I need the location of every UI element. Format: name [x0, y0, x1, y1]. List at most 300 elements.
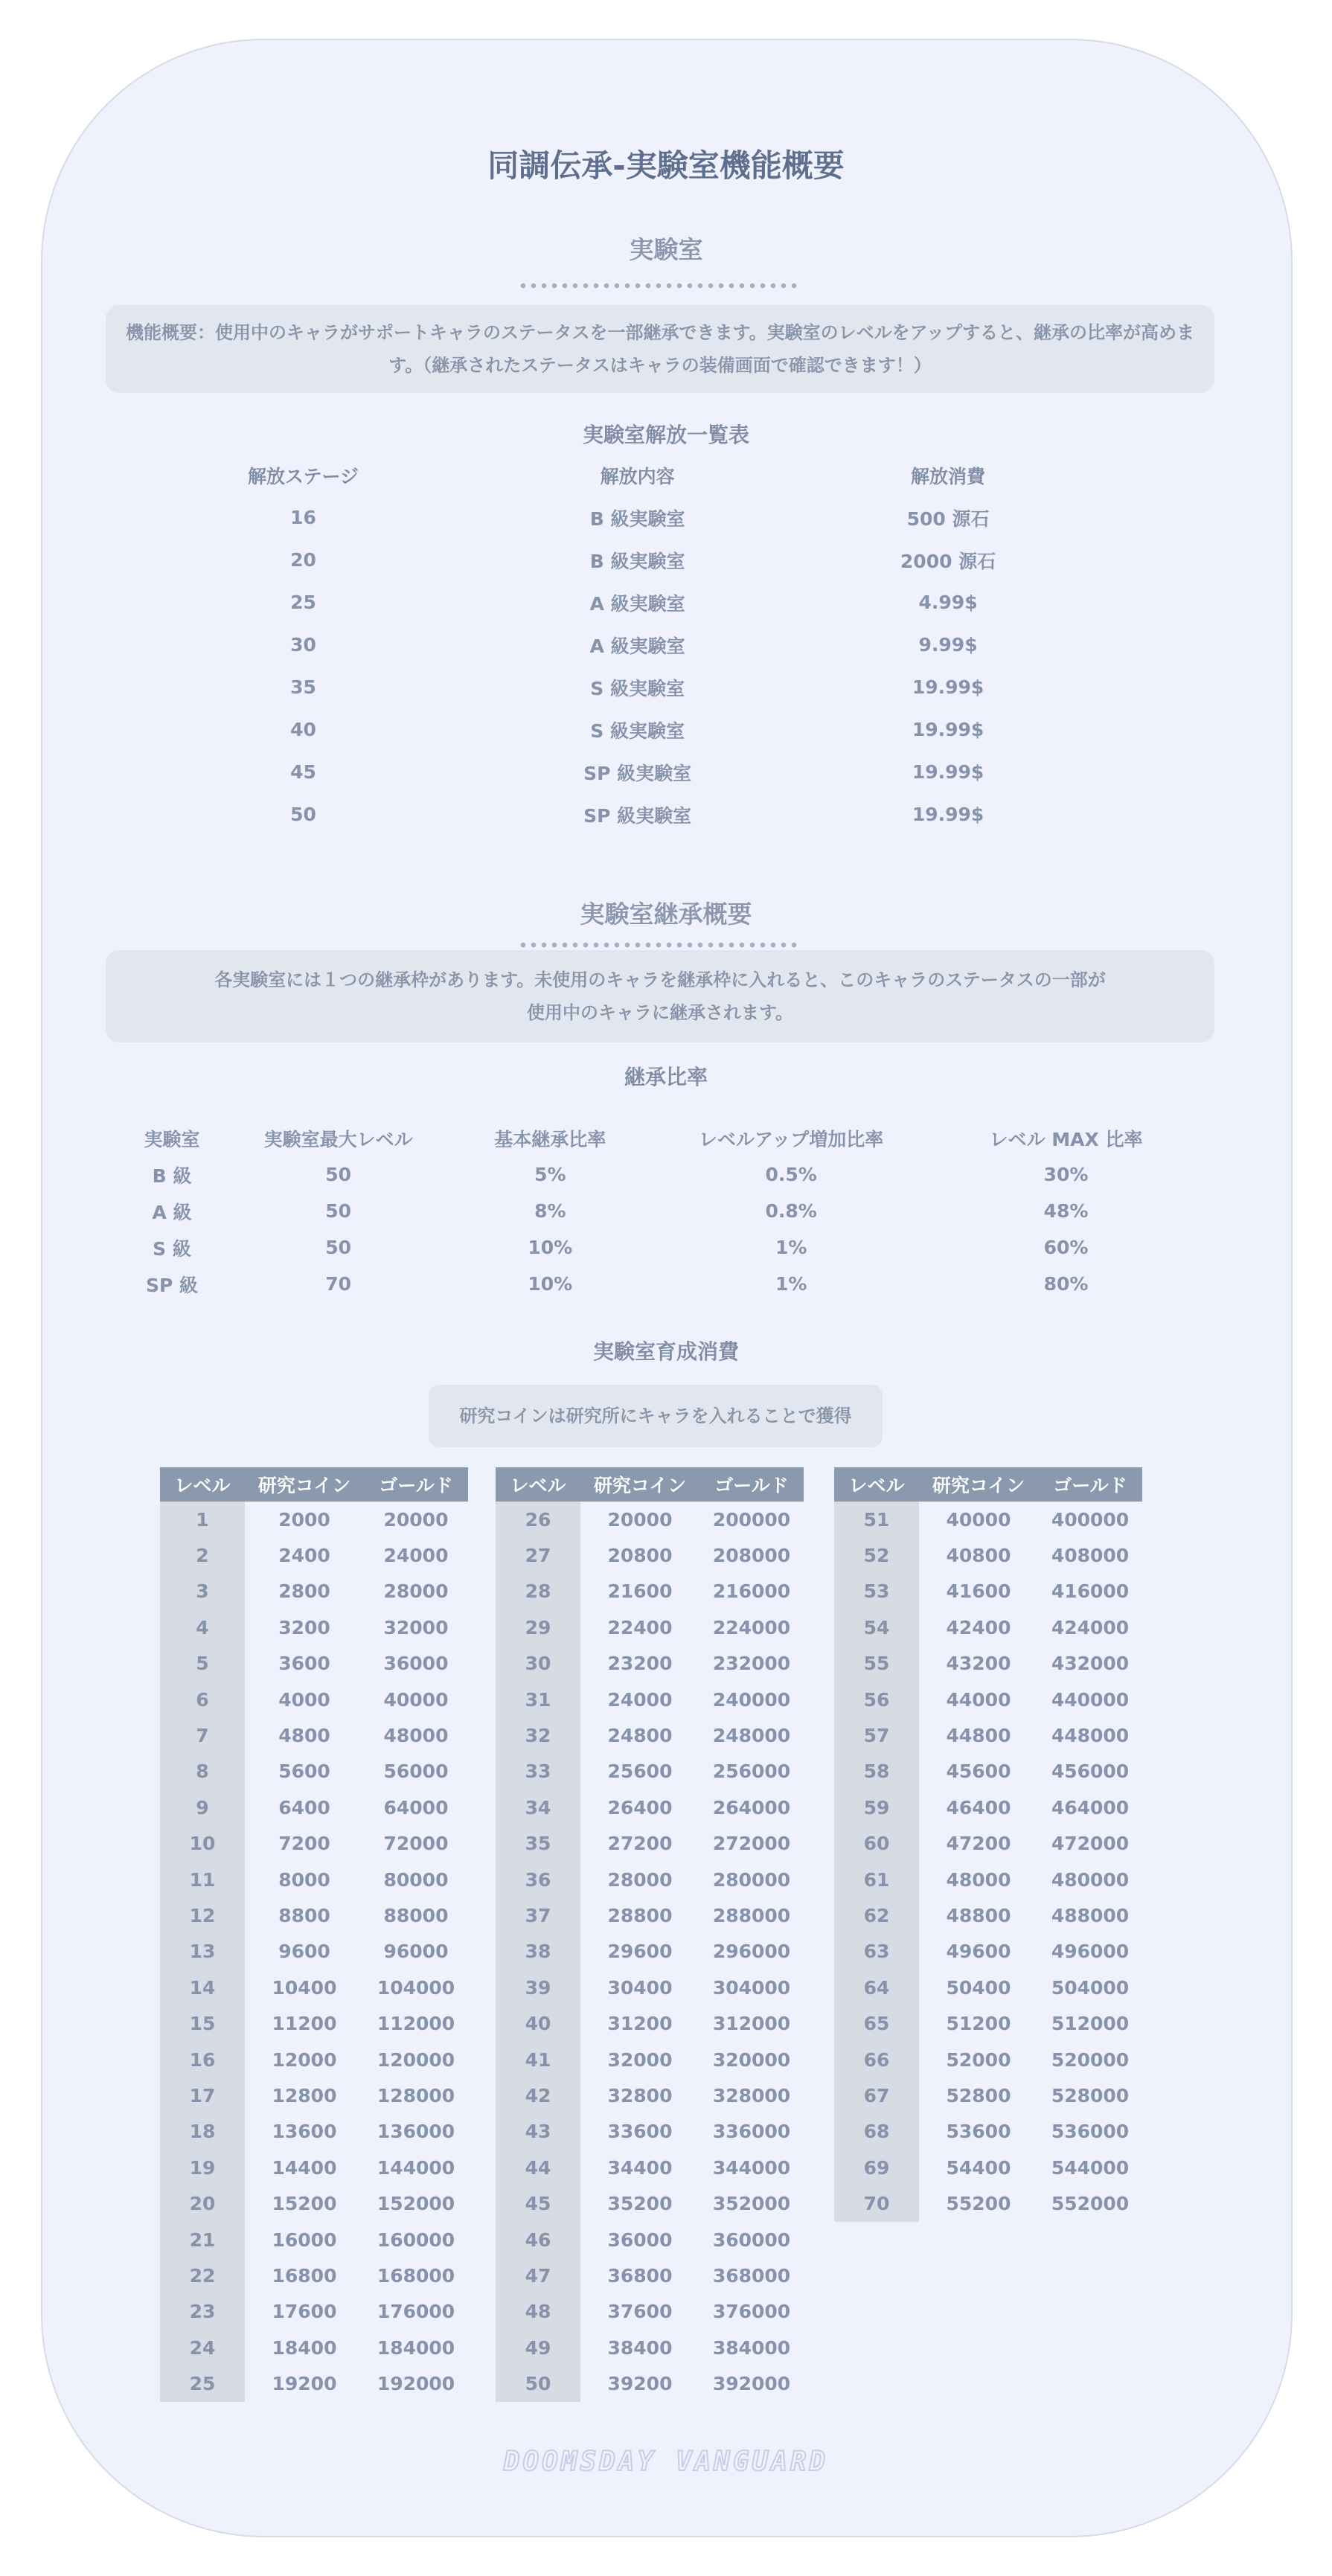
- cost-level-cell: 42: [496, 2077, 580, 2113]
- cost-gold-cell: 88000: [383, 1904, 449, 1926]
- cost-level-cell: 51: [834, 1502, 919, 1537]
- cost-gold-cell: 304000: [712, 1976, 791, 1999]
- cost-gold-cell: 160000: [377, 2229, 455, 2251]
- cost-table-row: [834, 1754, 1142, 1790]
- cost-coin-cell: 34400: [607, 2156, 673, 2179]
- cost-level-cell: 57: [834, 1717, 919, 1753]
- cost-table-row: [496, 1537, 804, 1573]
- cost-gold-cell: 264000: [712, 1796, 791, 1819]
- unlock-stage-cell: 40: [290, 719, 316, 740]
- cost-level-cell: 19: [160, 2150, 245, 2185]
- unlock-content-cell: SP 級実験室: [583, 804, 692, 827]
- cost-coin-cell: 26400: [607, 1796, 673, 1819]
- unlock-content-cell: B 級実験室: [589, 507, 685, 530]
- cost-gold-cell: 536000: [1051, 2121, 1130, 2143]
- cost-table-row: [160, 2330, 468, 2365]
- cost-coin-cell: 44000: [946, 1688, 1011, 1711]
- cost-gold-cell: 360000: [712, 2229, 791, 2251]
- cost-coin-cell: 40800: [946, 1545, 1011, 1567]
- ratio-max-cell: 60%: [1043, 1237, 1089, 1258]
- ratio-base-cell: 10%: [528, 1237, 573, 1258]
- cost-gold-cell: 320000: [712, 2048, 791, 2071]
- cost-gold-cell: 64000: [383, 1796, 449, 1819]
- cost-level-cell: 16: [160, 2042, 245, 2077]
- cost-gold-cell: 272000: [712, 1833, 791, 1855]
- ratio-lab-cell: B 級: [152, 1164, 192, 1187]
- cost-coin-cell: 27200: [607, 1833, 673, 1855]
- cost-header-gold: ゴールド: [699, 1467, 804, 1502]
- unlock-content-cell: B 級実験室: [589, 550, 685, 572]
- cost-table-row: [496, 2294, 804, 2330]
- cost-header-gold: ゴールド: [1038, 1467, 1142, 1502]
- ratio-table-row: [127, 1156, 1191, 1193]
- unlock-table-row: [134, 496, 1094, 539]
- ratio-max-level-cell: 50: [325, 1237, 352, 1258]
- cost-table-row: [496, 1970, 804, 2005]
- unlock-table-row: [134, 666, 1094, 708]
- cost-coin-cell: 45600: [946, 1760, 1011, 1783]
- unlock-cost-cell: 500 源石: [906, 507, 990, 530]
- cost-table-row: [496, 2365, 804, 2401]
- cost-level-cell: 28: [496, 1574, 580, 1609]
- ratio-table: [127, 1120, 1191, 1302]
- cost-table-body: [834, 1502, 1142, 2222]
- cost-level-cell: 62: [834, 1897, 919, 1933]
- cost-gold-cell: 352000: [712, 2193, 791, 2215]
- cost-table-1: [160, 1467, 468, 2402]
- cost-table-row: [496, 1897, 804, 1933]
- lab-description-box: 機能概要：使用中のキャラがサポートキャラのステータスを一部継承できます。実験室のレベルをアップすると、継承の比率が高めます。（継承されたステータスはキャラの装備画面で確認できます！）: [106, 305, 1214, 393]
- cost-gold-cell: 328000: [712, 2084, 791, 2106]
- cost-coin-cell: 46400: [946, 1796, 1011, 1819]
- unlock-table-title: 実験室解放一覧表: [582, 423, 749, 447]
- cost-gold-cell: 240000: [712, 1688, 791, 1711]
- cost-coin-cell: 28000: [607, 1868, 673, 1891]
- cost-gold-cell: 312000: [712, 2013, 791, 2035]
- cost-table-row: [160, 1934, 468, 1970]
- cost-coin-cell: 43200: [946, 1653, 1011, 1675]
- ratio-header-levelup-ratio: レベルアップ増加比率: [699, 1128, 884, 1150]
- cost-table-row: [496, 2222, 804, 2258]
- cost-table-row: [834, 1790, 1142, 1825]
- cost-table-row: [496, 2114, 804, 2150]
- cost-table-header-row: [496, 1467, 804, 1502]
- cost-level-cell: 25: [160, 2365, 245, 2401]
- cost-coin-cell: 32000: [607, 2048, 673, 2071]
- cost-level-cell: 44: [496, 2150, 580, 2185]
- unlock-table-row: [134, 751, 1094, 793]
- ratio-header-base-ratio: 基本継承比率: [494, 1128, 606, 1150]
- cost-table-row: [496, 2150, 804, 2185]
- cost-gold-cell: 256000: [712, 1760, 791, 1783]
- cost-table-row: [834, 2005, 1142, 2041]
- cost-table-row: [160, 2365, 468, 2401]
- cost-header-coin: 研究コイン: [580, 1467, 699, 1502]
- cost-table-row: [834, 1502, 1142, 1537]
- cost-table-row: [834, 1897, 1142, 1933]
- cost-level-cell: 70: [834, 2185, 919, 2221]
- section-title-lab: 実験室: [629, 235, 703, 264]
- cost-table-row: [160, 1862, 468, 1897]
- cost-table-row: [496, 1646, 804, 1682]
- unlock-cost-cell: 4.99$: [918, 592, 978, 613]
- section-title-inheritance: 実験室継承概要: [580, 900, 752, 929]
- cost-gold-cell: 224000: [712, 1616, 791, 1638]
- cost-table-row: [160, 2222, 468, 2258]
- cost-level-cell: 43: [496, 2114, 580, 2150]
- cost-table-row: [496, 1717, 804, 1753]
- inheritance-description-line2: 使用中のキャラに継承されます。: [526, 1002, 794, 1023]
- cost-gold-cell: 24000: [383, 1545, 449, 1567]
- cost-gold-cell: 40000: [383, 1688, 449, 1711]
- cost-level-cell: 12: [160, 1897, 245, 1933]
- cost-level-cell: 24: [160, 2330, 245, 2365]
- cost-header-gold: ゴールド: [364, 1467, 468, 1502]
- cost-gold-cell: 208000: [712, 1545, 791, 1567]
- cost-level-cell: 10: [160, 1826, 245, 1862]
- inheritance-description-line1: 各実験室には１つの継承枠があります。未使用のキャラを継承枠に入れると、このキャラのステータスの一部が: [214, 970, 1106, 990]
- cost-coin-cell: 52000: [946, 2048, 1011, 2071]
- cost-coin-cell: 12800: [272, 2084, 337, 2106]
- ratio-base-cell: 10%: [528, 1273, 573, 1295]
- cost-level-cell: 23: [160, 2294, 245, 2330]
- cost-gold-cell: 32000: [383, 1616, 449, 1638]
- cost-level-cell: 31: [496, 1682, 580, 1717]
- cost-coin-cell: 48800: [946, 1904, 1011, 1926]
- unlock-header-stage: 解放ステージ: [248, 465, 359, 487]
- unlock-cost-cell: 2000 源石: [900, 550, 996, 572]
- cost-level-cell: 60: [834, 1826, 919, 1862]
- cost-level-cell: 22: [160, 2258, 245, 2293]
- cost-table-row: [160, 1826, 468, 1862]
- dotted-divider: [518, 941, 801, 949]
- cost-gold-cell: 416000: [1051, 1580, 1130, 1603]
- cost-gold-cell: 136000: [377, 2121, 455, 2143]
- unlock-table: [134, 454, 1094, 836]
- cost-gold-cell: 520000: [1051, 2048, 1130, 2071]
- ratio-table-title: 継承比率: [624, 1065, 708, 1089]
- cost-level-cell: 36: [496, 1862, 580, 1897]
- cost-gold-cell: 408000: [1051, 1545, 1130, 1567]
- cost-level-cell: 68: [834, 2114, 919, 2150]
- unlock-table-header-row: [134, 454, 1094, 496]
- cost-level-cell: 21: [160, 2222, 245, 2258]
- cost-level-cell: 63: [834, 1934, 919, 1970]
- cost-coin-cell: 28800: [607, 1904, 673, 1926]
- cost-gold-cell: 184000: [377, 2336, 455, 2359]
- cost-gold-cell: 496000: [1051, 1941, 1130, 1963]
- cost-coin-cell: 13600: [272, 2121, 337, 2143]
- cost-table-body: [496, 1502, 804, 2402]
- cost-gold-cell: 72000: [383, 1833, 449, 1855]
- cost-coin-cell: 8000: [278, 1868, 330, 1891]
- cost-level-cell: 65: [834, 2005, 919, 2041]
- cost-coin-cell: 52800: [946, 2084, 1011, 2106]
- unlock-table-row: [134, 581, 1094, 624]
- cost-gold-cell: 440000: [1051, 1688, 1130, 1711]
- cost-level-cell: 41: [496, 2042, 580, 2077]
- cost-table-header-row: [160, 1467, 468, 1502]
- cost-coin-cell: 38400: [607, 2336, 673, 2359]
- cost-level-cell: 6: [160, 1682, 245, 1717]
- cost-level-cell: 47: [496, 2258, 580, 2293]
- cost-gold-cell: 336000: [712, 2121, 791, 2143]
- unlock-content-cell: SP 級実験室: [583, 762, 692, 784]
- cost-coin-cell: 16800: [272, 2264, 337, 2287]
- cost-table-row: [160, 2042, 468, 2077]
- cost-level-cell: 7: [160, 1717, 245, 1753]
- cost-table-3: [834, 1467, 1142, 2222]
- cost-header-level: レベル: [160, 1467, 245, 1502]
- cost-gold-cell: 288000: [712, 1904, 791, 1926]
- cost-coin-cell: 20800: [607, 1545, 673, 1567]
- cost-table-row: [160, 2005, 468, 2041]
- cost-coin-cell: 3200: [278, 1616, 330, 1638]
- page-title: 同調伝承-実験室機能概要: [487, 147, 845, 184]
- cost-table-header-row: [834, 1467, 1142, 1502]
- ratio-table-body: [127, 1156, 1191, 1302]
- cost-level-cell: 9: [160, 1790, 245, 1825]
- cost-gold-cell: 192000: [377, 2373, 455, 2395]
- cost-gold-cell: 480000: [1051, 1868, 1130, 1891]
- cost-level-cell: 55: [834, 1646, 919, 1682]
- research-coin-note: 研究コインは研究所にキャラを入れることで獲得: [429, 1385, 883, 1447]
- cost-gold-cell: 464000: [1051, 1796, 1130, 1819]
- ratio-max-level-cell: 50: [325, 1200, 352, 1222]
- cost-table-row: [160, 1717, 468, 1753]
- cost-table-row: [496, 2042, 804, 2077]
- cost-table-row: [160, 1537, 468, 1573]
- cost-gold-cell: 120000: [377, 2048, 455, 2071]
- unlock-table-row: [134, 708, 1094, 751]
- unlock-stage-cell: 25: [290, 592, 316, 613]
- cost-table-row: [160, 1754, 468, 1790]
- cost-coin-cell: 2800: [278, 1580, 330, 1603]
- unlock-content-cell: A 級実験室: [589, 592, 685, 615]
- cost-level-cell: 32: [496, 1717, 580, 1753]
- unlock-cost-cell: 9.99$: [918, 634, 978, 656]
- unlock-cost-cell: 19.99$: [912, 719, 984, 740]
- cost-level-cell: 4: [160, 1609, 245, 1645]
- dotted-divider: [518, 282, 801, 289]
- cost-gold-cell: 232000: [712, 1653, 791, 1675]
- cost-coin-cell: 36000: [607, 2229, 673, 2251]
- cost-coin-cell: 23200: [607, 1653, 673, 1675]
- cost-gold-cell: 296000: [712, 1941, 791, 1963]
- cost-level-cell: 33: [496, 1754, 580, 1790]
- cost-level-cell: 39: [496, 1970, 580, 2005]
- cost-gold-cell: 368000: [712, 2264, 791, 2287]
- cost-table-row: [496, 2077, 804, 2113]
- cost-level-cell: 11: [160, 1862, 245, 1897]
- cost-gold-cell: 104000: [377, 1976, 455, 1999]
- ratio-table-row: [127, 1229, 1191, 1266]
- cost-level-cell: 64: [834, 1970, 919, 2005]
- unlock-cost-cell: 19.99$: [912, 804, 984, 825]
- cost-table-row: [496, 1502, 804, 1537]
- cost-level-cell: 3: [160, 1574, 245, 1609]
- cost-table-row: [496, 1790, 804, 1825]
- cost-table-row: [834, 2114, 1142, 2150]
- cost-level-cell: 35: [496, 1826, 580, 1862]
- cost-level-cell: 54: [834, 1609, 919, 1645]
- ratio-max-level-cell: 50: [325, 1164, 352, 1185]
- cost-table-row: [160, 1646, 468, 1682]
- cost-table-row: [496, 1682, 804, 1717]
- unlock-cost-cell: 19.99$: [912, 761, 984, 783]
- cost-table-row: [834, 1682, 1142, 1717]
- cost-level-cell: 67: [834, 2077, 919, 2113]
- cost-gold-cell: 48000: [383, 1725, 449, 1747]
- cost-level-cell: 34: [496, 1790, 580, 1825]
- cost-level-cell: 26: [496, 1502, 580, 1537]
- cost-level-cell: 45: [496, 2185, 580, 2221]
- ratio-header-lab: 実験室: [144, 1128, 200, 1150]
- cost-level-cell: 46: [496, 2222, 580, 2258]
- cost-level-cell: 27: [496, 1537, 580, 1573]
- cost-coin-cell: 8800: [278, 1904, 330, 1926]
- cost-coin-cell: 16000: [272, 2229, 337, 2251]
- cost-coin-cell: 41600: [946, 1580, 1011, 1603]
- cost-level-cell: 52: [834, 1537, 919, 1573]
- cost-coin-cell: 2000: [278, 1508, 330, 1531]
- cost-coin-cell: 4800: [278, 1725, 330, 1747]
- cost-level-cell: 2: [160, 1537, 245, 1573]
- cost-table-row: [160, 1609, 468, 1645]
- unlock-stage-cell: 35: [290, 676, 316, 698]
- cost-table-row: [160, 2114, 468, 2150]
- cost-coin-cell: 50400: [946, 1976, 1011, 1999]
- cost-coin-cell: 33600: [607, 2121, 673, 2143]
- ratio-max-cell: 48%: [1043, 1200, 1089, 1222]
- cost-coin-cell: 10400: [272, 1976, 337, 1999]
- ratio-table-header-row: [127, 1120, 1191, 1156]
- ratio-lab-cell: SP 級: [145, 1274, 199, 1296]
- unlock-table-row: [134, 539, 1094, 581]
- ratio-table-row: [127, 1266, 1191, 1302]
- cost-level-cell: 38: [496, 1934, 580, 1970]
- cost-header-coin: 研究コイン: [919, 1467, 1038, 1502]
- ratio-levelup-cell: 0.5%: [765, 1164, 817, 1185]
- cost-table-body: [160, 1502, 468, 2402]
- cost-coin-cell: 9600: [278, 1941, 330, 1963]
- cost-table-row: [160, 2294, 468, 2330]
- ratio-levelup-cell: 1%: [775, 1273, 807, 1295]
- cost-coin-cell: 42400: [946, 1616, 1011, 1638]
- cost-table-row: [496, 1862, 804, 1897]
- ratio-lab-cell: S 級: [153, 1237, 191, 1260]
- cost-gold-cell: 552000: [1051, 2193, 1130, 2215]
- cost-header-level: レベル: [834, 1467, 919, 1502]
- cost-gold-cell: 448000: [1051, 1725, 1130, 1747]
- cost-table-row: [834, 1970, 1142, 2005]
- ratio-base-cell: 8%: [534, 1200, 566, 1222]
- cost-table-row: [160, 2150, 468, 2185]
- cost-gold-cell: 168000: [377, 2264, 455, 2287]
- cost-table-2: [496, 1467, 804, 2402]
- unlock-stage-cell: 50: [290, 804, 316, 825]
- cost-coin-cell: 53600: [946, 2121, 1011, 2143]
- cost-table-row: [160, 1502, 468, 1537]
- cost-coin-cell: 49600: [946, 1941, 1011, 1963]
- cost-coin-cell: 35200: [607, 2193, 673, 2215]
- cost-gold-cell: 344000: [712, 2156, 791, 2179]
- cost-coin-cell: 14400: [272, 2156, 337, 2179]
- cost-level-cell: 8: [160, 1754, 245, 1790]
- cost-coin-cell: 31200: [607, 2013, 673, 2035]
- ratio-table-row: [127, 1193, 1191, 1229]
- cost-coin-cell: 29600: [607, 1941, 673, 1963]
- unlock-header-cost: 解放消費: [911, 465, 986, 487]
- ratio-header-max-ratio: レベル MAX 比率: [989, 1128, 1143, 1150]
- cost-coin-cell: 11200: [272, 2013, 337, 2035]
- cost-coin-cell: 19200: [272, 2373, 337, 2395]
- cost-gold-cell: 200000: [712, 1508, 791, 1531]
- cost-table-row: [496, 1826, 804, 1862]
- cost-gold-cell: 80000: [383, 1868, 449, 1891]
- cost-level-cell: 29: [496, 1609, 580, 1645]
- cost-level-cell: 66: [834, 2042, 919, 2077]
- cost-gold-cell: 528000: [1051, 2084, 1130, 2106]
- cost-table-row: [160, 1790, 468, 1825]
- cost-coin-cell: 36800: [607, 2264, 673, 2287]
- cost-coin-cell: 25600: [607, 1760, 673, 1783]
- cost-coin-cell: 5600: [278, 1760, 330, 1783]
- cost-coin-cell: 3600: [278, 1653, 330, 1675]
- unlock-cost-cell: 19.99$: [912, 676, 984, 698]
- cost-coin-cell: 48000: [946, 1868, 1011, 1891]
- cost-table-row: [834, 2185, 1142, 2221]
- cost-gold-cell: 384000: [712, 2336, 791, 2359]
- cost-gold-cell: 128000: [377, 2084, 455, 2106]
- cost-coin-cell: 24000: [607, 1688, 673, 1711]
- cost-level-cell: 50: [496, 2365, 580, 2401]
- cost-level-cell: 5: [160, 1646, 245, 1682]
- cost-table-row: [834, 1934, 1142, 1970]
- cost-coin-cell: 15200: [272, 2193, 337, 2215]
- cost-table-row: [496, 2185, 804, 2221]
- cost-gold-cell: 488000: [1051, 1904, 1130, 1926]
- cost-coin-cell: 12000: [272, 2048, 337, 2071]
- unlock-stage-cell: 16: [290, 507, 316, 528]
- cost-table-row: [496, 2258, 804, 2293]
- ratio-levelup-cell: 1%: [775, 1237, 807, 1258]
- cost-gold-cell: 28000: [383, 1580, 449, 1603]
- cost-gold-cell: 152000: [377, 2193, 455, 2215]
- cost-coin-cell: 4000: [278, 1688, 330, 1711]
- cost-gold-cell: 512000: [1051, 2013, 1130, 2035]
- ratio-header-max-level: 実験室最大レベル: [263, 1128, 413, 1150]
- cost-level-cell: 17: [160, 2077, 245, 2113]
- cost-gold-cell: 56000: [383, 1760, 449, 1783]
- unlock-stage-cell: 30: [290, 634, 316, 656]
- cost-gold-cell: 280000: [712, 1868, 791, 1891]
- cost-level-cell: 40: [496, 2005, 580, 2041]
- cost-level-cell: 69: [834, 2150, 919, 2185]
- cost-coin-cell: 47200: [946, 1833, 1011, 1855]
- cost-coin-cell: 21600: [607, 1580, 673, 1603]
- cost-header-level: レベル: [496, 1467, 580, 1502]
- cost-coin-cell: 40000: [946, 1508, 1011, 1531]
- cost-table-row: [160, 2077, 468, 2113]
- cost-gold-cell: 96000: [383, 1941, 449, 1963]
- cost-table-row: [834, 1574, 1142, 1609]
- cost-level-cell: 59: [834, 1790, 919, 1825]
- cost-table-row: [834, 1862, 1142, 1897]
- cost-table-row: [834, 2042, 1142, 2077]
- cost-level-cell: 13: [160, 1934, 245, 1970]
- cost-gold-cell: 504000: [1051, 1976, 1130, 1999]
